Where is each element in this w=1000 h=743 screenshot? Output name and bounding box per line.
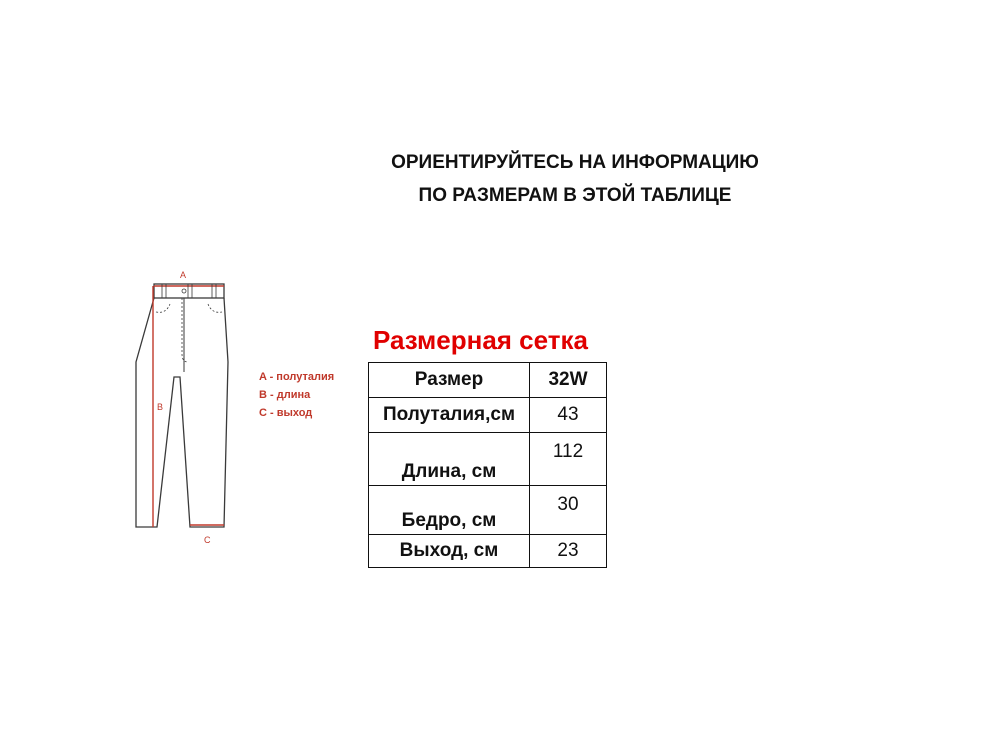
marker-b: B [157, 402, 164, 412]
header-label: Размер [369, 363, 530, 398]
pants-diagram [120, 262, 230, 552]
legend-c: C - выход [259, 407, 313, 419]
row-label: Длина, см [369, 433, 530, 486]
legend-a: A - полуталия [259, 371, 335, 383]
legend-b: B - длина [259, 389, 311, 401]
table-header-row [369, 363, 607, 398]
table-row-waist [369, 398, 607, 433]
row-label: Выход, см [369, 535, 530, 568]
size-table-title: Размерная сетка [373, 325, 588, 355]
row-label: Полуталия,см [369, 398, 530, 433]
headline-line-1: ОРИЕНТИРУЙТЕСЬ НА ИНФОРМАЦИЮ [391, 152, 759, 173]
row-label: Бедро, см [369, 486, 530, 535]
marker-c: C [204, 535, 211, 545]
row-value: 30 [530, 486, 607, 535]
row-value: 23 [530, 535, 607, 568]
pants-icon [120, 262, 230, 552]
row-value: 43 [530, 398, 607, 433]
header-size-value: 32W [530, 363, 607, 398]
measurement-legend [259, 368, 334, 422]
size-table [368, 362, 607, 568]
table-row-hip [369, 486, 607, 535]
marker-a: A [180, 270, 187, 280]
table-row-leg-opening [369, 535, 607, 568]
page-headline [320, 146, 830, 212]
row-value: 112 [530, 433, 607, 486]
table-row-length [369, 433, 607, 486]
headline-line-2: ПО РАЗМЕРАМ В ЭТОЙ ТАБЛИЦЕ [418, 185, 732, 206]
